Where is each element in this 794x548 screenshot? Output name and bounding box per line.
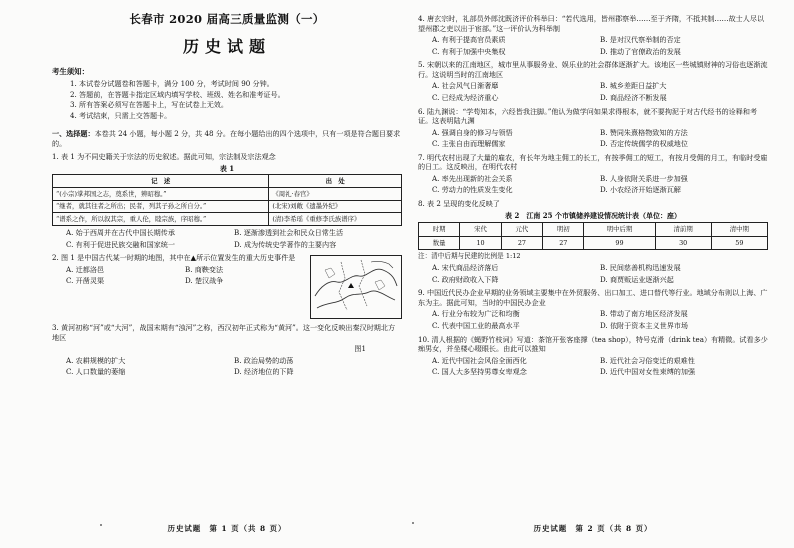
option: B. 赞同朱熹格物致知的方法 [600,127,688,137]
question-3 [52,323,402,377]
table-cell: “谱系之作，所以叙其宗，重人伦，睦宗族，序昭穆。” [53,213,269,226]
option: B. 商鞅变法 [185,264,224,274]
table-cell: 27 [501,236,542,250]
question-stem: 3. 黄河初称“河”或“大河”，战国末期有“浊河”之称，西汉初年正式称为“黄河”。这一变化反映出秦汉时期北方地区 [52,323,396,342]
option: A. 行业分布较为广泛和均衡 [432,309,520,319]
question-stem: 6. 陆九渊说：“学苟知本，六经皆我注脚。”他认为做学问如果求得根本，就不要拘泥于对古代经书的诠释和考证。这表明陆九渊 [418,106,758,126]
page-footer: 历史试题 第 1 页（共 8 页） [167,524,287,534]
option: C. 已经成为经济重心 [432,92,499,102]
option: C. 主张自由而理解儒家 [432,139,506,149]
option: D. 近代中国对女性束缚的加强 [600,367,696,377]
table-header-row [419,223,768,237]
table-header: 宋代 [460,223,501,237]
table-cell: 59 [711,236,767,250]
table-cell: “(小宗)掌邦国之志，奠系世，辨昭穆。” [53,188,269,201]
option: B. 是对汉代察举制的否定 [600,35,681,45]
table-cell: 《周礼·春官》 [269,188,402,201]
options [418,309,768,330]
page-1 [52,10,402,538]
option: C. 代表中国工业的最高水平 [432,320,520,330]
question-6 [418,107,768,149]
options [52,265,304,286]
table-cell: “继者，就其往者之所出；民者，列其子孙之所自分。” [53,200,269,213]
question-stem: 5. 宋朝以来的江南地区，城市里从事服务业、娱乐业的社会群体逐渐扩大。该地区一些城镇财神的习俗也逐渐流行。这说明当时的江南地区 [418,60,768,79]
option: A. 近代中国社会风俗全面西化 [432,355,527,365]
options [418,174,768,195]
options [418,128,768,149]
row-label: 数量 [419,236,460,250]
option: C. 劳动力的性质发生变化 [432,185,513,195]
question-2-text [52,253,304,319]
figure-caption: 图1 [354,344,366,354]
option: C. 开凿灵渠 [66,276,105,286]
table-row [53,188,402,201]
option: D. 商贾贩运业逐渐兴起 [600,274,674,284]
scan-speck [100,524,102,526]
notice-item: 3. 所有答案必须写在答题卡上，写在试卷上无效。 [70,100,228,110]
option: C. 有利于促进民族交融和国家统一 [66,239,175,249]
option: B. 城乡差距日益扩大 [600,81,667,91]
table-cell: 27 [543,236,584,250]
source-table [52,174,402,226]
option: D. 商品经济不断发展 [600,92,667,102]
option: D. 成为传统史学著作的主要内容 [234,239,337,249]
notice-title: 考生须知： [52,67,89,77]
title-block [52,12,402,57]
option: A. 强调自身的修习与领悟 [432,127,513,137]
historical-map [310,255,402,319]
table-header: 清中期 [711,223,767,237]
options [418,81,768,102]
question-stem: 9. 中国近代民办企业早期的业务领域主要集中在外贸服务、出口加工、进口替代等行业。地域分布则以上海、广东为主。据此可知，当时的中国民办企业 [418,288,768,307]
options [418,356,768,377]
table-cell: 30 [655,236,711,250]
question-stem: 10. 清人根据的《蝇野竹枝词》写道：茶馆开张客座撑（tea shop），特号克滑（drink tea）有精微。试看多少痴男女，并坐楼心啜眼长。由此可以推知 [418,334,768,354]
page-2 [418,10,768,538]
question-stem: 1. 表 1 为不同史籍关于宗法的历史叙述。据此可知，宗法制及宗法观念 [52,152,276,162]
options [52,228,402,249]
option: D. 楚汉战争 [185,276,224,286]
question-stem: 4. 唐玄宗时，礼部员外郎沈既济评价科举曰：“若代选用，皆州郡察举……至于齐隋，不抵其制……故士人尽以望州郡之吏以出于宦部。”这一评价认为科举制 [418,14,765,33]
question-stem: 2. 图 1 是中国古代某一时期的地图，其中在▲所示位置发生的重大历史事件是 [52,253,296,263]
table-header: 明中后期 [584,223,655,237]
table-header: 元代 [501,223,542,237]
table-row [419,236,768,250]
option: D. 小农经济开始逐渐瓦解 [600,185,681,195]
table-cell: 10 [460,236,501,250]
table-header: 出 处 [269,175,402,188]
section-label: 一、选择题： [52,129,95,139]
option: B. 带动了南方地区经济发展 [600,309,688,319]
question-2 [52,253,402,319]
option: B. 人身依附关系进一步加强 [600,173,688,183]
option: D. 经济地位的下降 [234,367,294,377]
options [418,35,768,56]
option: A. 有利于提高官员素质 [432,35,506,45]
option: B. 逐渐渗透到社会和民众日常生活 [234,228,344,238]
option: A. 迁都洛邑 [66,264,105,274]
question-7 [418,153,768,195]
option: A. 社会风气日渐奢靡 [432,81,499,91]
question-5 [418,60,768,102]
question-8 [418,199,768,284]
map-drawing [311,256,401,318]
option: A. 率先出现新的社会关系 [432,173,513,183]
table-header: 时期 [419,223,460,237]
question-1 [52,152,402,249]
table-caption: 表 2 江南 25 个市镇储养建设情况统计表（单位：座） [505,210,681,220]
table-caption: 表 1 [219,164,235,174]
options [418,263,768,284]
page-footer: 历史试题 第 2 页（共 8 页） [533,524,653,534]
option: D. 推动了官僚政治的发展 [600,46,681,56]
notice-block [52,67,402,120]
table-cell: (清)李希瑶《重修李氏族谱序》 [269,213,402,226]
question-stem: 7. 明代农村出现了大量的雇农，有长年为地主佣工的长工，有按季佣工的短工，有按月受佣的月工，有临时受雇的日工。这反映出，在明代农村 [418,152,768,172]
section-heading [52,129,402,148]
question-10 [418,335,768,377]
option: C. 人口数量的萎缩 [66,367,126,377]
table-cell: 99 [584,236,655,250]
table-cell: (北宋)刘敞《遗墨外纪》 [269,200,402,213]
option: B. 民间慈善机构迅速发展 [600,263,681,273]
table-row [53,213,402,226]
option: B. 近代社会习俗变迁的艰难性 [600,355,695,365]
table-header: 清前期 [655,223,711,237]
option: C. 国人大多坚持男尊女卑观念 [432,367,527,377]
exam-title: 长春市 2020 届高三质量监测（一） [129,12,325,26]
section-instructions: 本卷共 24 小题，每小题 2 分，共 48 分。在每小题给出的四个选项中，只有一项是符合题目要求的。 [52,129,401,148]
table-header: 明初 [543,223,584,237]
scan-speck [412,522,414,524]
question-9 [418,288,768,330]
table-note: 注：清中后期与民建的比例是 1:12 [418,252,521,261]
notice-item: 2. 答题前，在答题卡指定区域内填写学校、班级、姓名和准考证号。 [70,89,285,99]
notice-item: 1. 本试卷分试题卷和答题卡，满分 100 分，考试时间 90 分钟。 [70,79,274,89]
statistics-table [418,222,768,250]
option: A. 宋代商品经济落后 [432,263,499,273]
table-row [53,200,402,213]
option: A. 农耕规模的扩大 [66,355,126,365]
subject-title: 历史试题 [182,36,271,56]
option: A. 始于西周并在古代中国长期传承 [66,228,175,238]
question-stem: 8. 表 2 呈现的变化反映了 [418,199,500,208]
option: D. 否定传统儒学的权威地位 [600,139,688,149]
option: C. 有利于加强中央集权 [432,46,506,56]
question-4 [418,14,768,56]
notice-item: 4. 考试结束，只需上交答题卡。 [70,110,172,120]
option: D. 依附于资本主义世界市场 [600,320,688,330]
option: B. 政治局势的动荡 [234,355,294,365]
options [52,356,402,377]
option: C. 政府财政收入下降 [432,274,499,284]
table-header: 记 述 [53,175,269,188]
